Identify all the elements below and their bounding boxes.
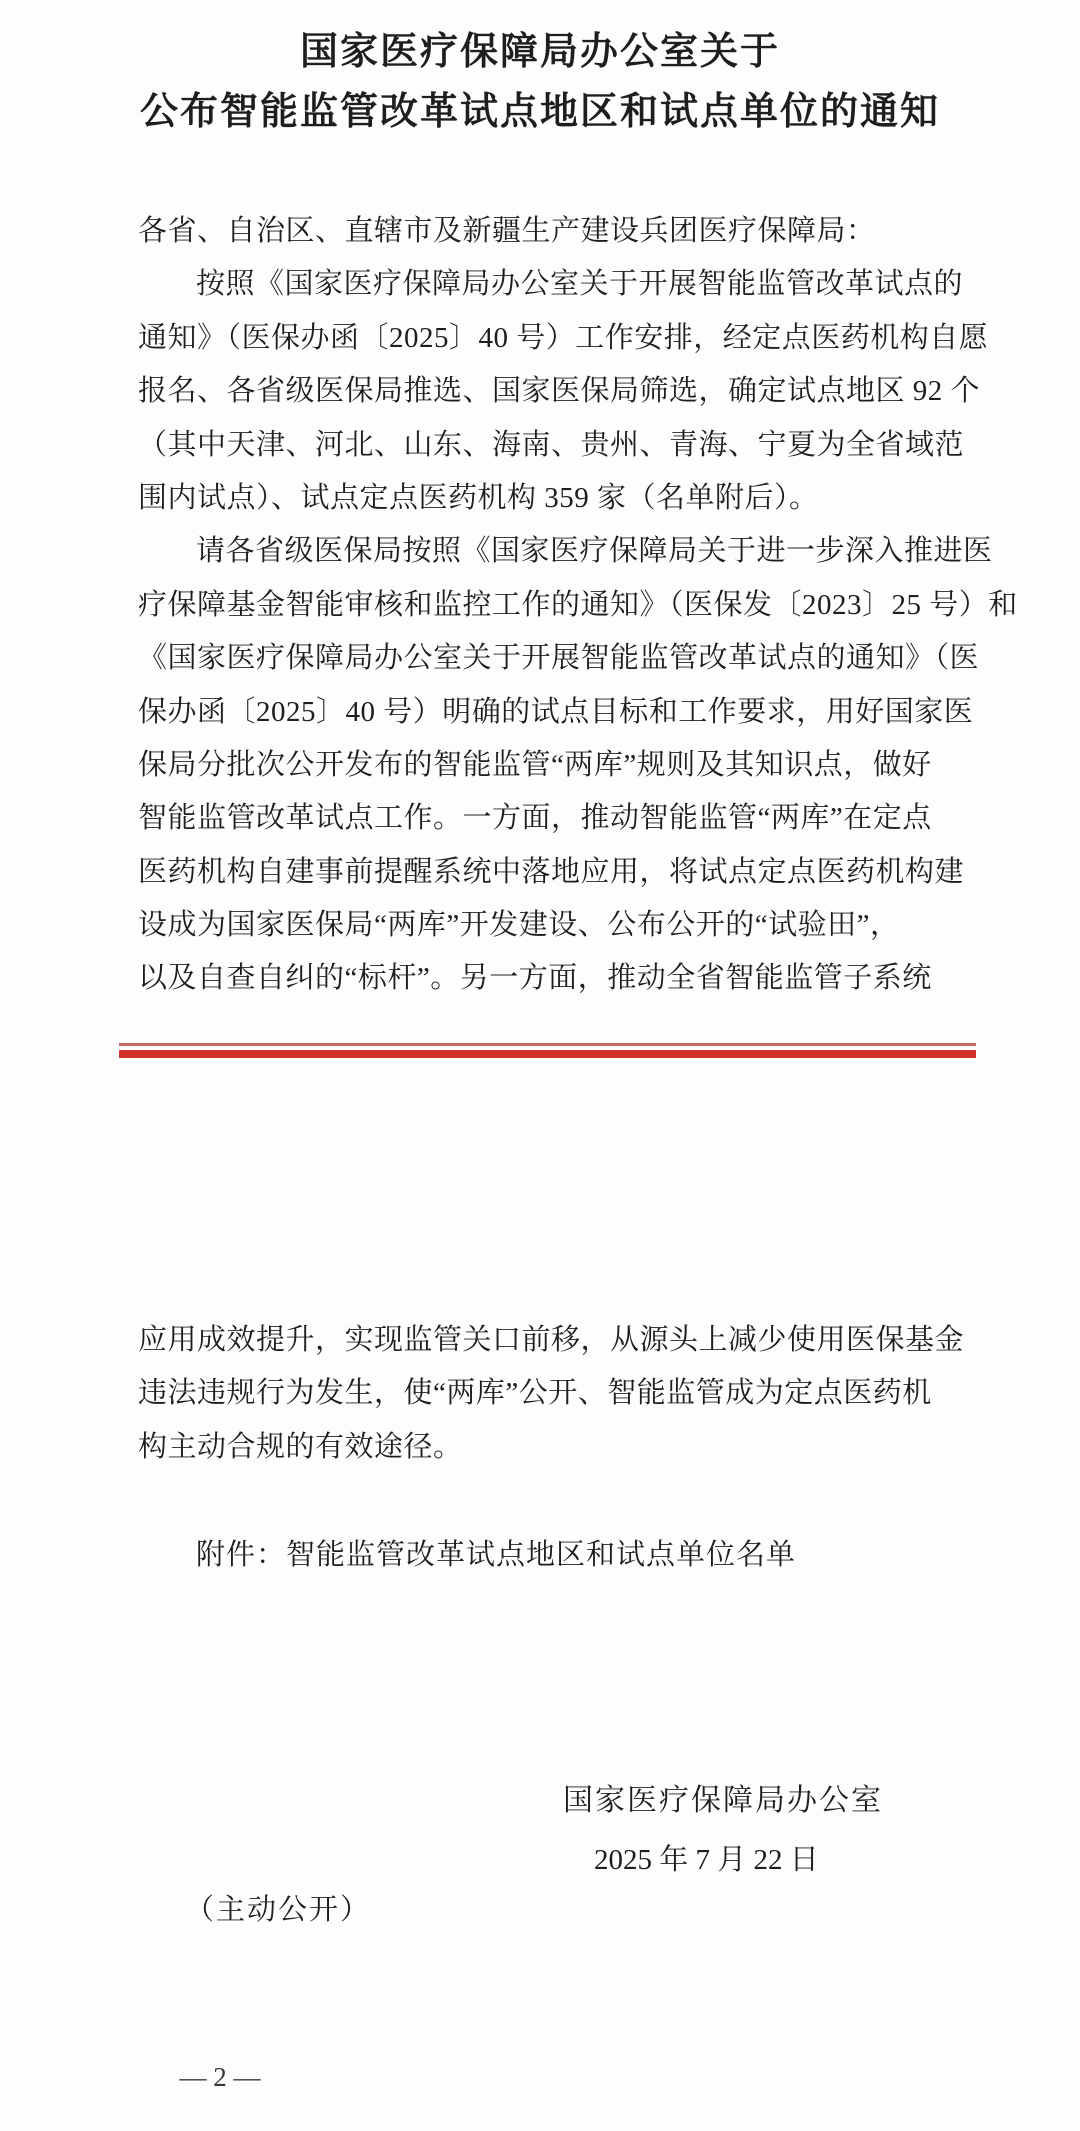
title-line-2: 公布智能监管改革试点地区和试点单位的通知 (139, 91, 940, 133)
body-line: 医药机构自建事前提醒系统中落地应用，将试点定点医药机构建 (138, 855, 965, 888)
signature-organization: 国家医疗保障局办公室 (563, 1784, 883, 1817)
red-separator-thin-line (119, 1043, 976, 1046)
body-line: 疗保障基金智能审核和监控工作的通知》（医保发〔2023〕25 号）和 (138, 588, 1018, 621)
document-title (0, 22, 1080, 142)
body-line: 围内试点）、试点定点医药机构 359 家（名单附后）。 (138, 481, 819, 514)
disclosure-note: （主动公开） (185, 1894, 372, 1926)
body-paragraphs-top (138, 205, 1018, 1006)
body-line: 《国家医疗保障局办公室关于开展智能监管改革试点的通知》（医 (138, 642, 980, 675)
body-line: 按照《国家医疗保障局办公室关于开展智能监管改革试点的 (196, 268, 964, 301)
body-line: 保局分批次公开发布的智能监管“两库”规则及其知识点，做好 (138, 748, 932, 781)
body-paragraphs-bottom (138, 1314, 965, 1474)
body-line: 设成为国家医保局“两库”开发建设、公布公开的“试验田”， (138, 909, 900, 942)
body-line: 违法违规行为发生，使“两库”公开、智能监管成为定点医药机 (138, 1377, 932, 1410)
red-separator-thick-line (119, 1050, 976, 1058)
body-line: （其中天津、河北、山东、海南、贵州、青海、宁夏为全省域范 (138, 428, 965, 461)
title-line-1: 国家医疗保障局办公室关于 (299, 31, 780, 73)
body-line: 构主动合规的有效途径。 (138, 1430, 463, 1463)
body-line: 应用成效提升，实现监管关口前移，从源头上减少使用医保基金 (138, 1324, 965, 1356)
page-number: — 2 — (179, 2062, 261, 2092)
body-line: 报名、各省级医保局推选、国家医保局筛选，确定试点地区 92 个 (138, 375, 981, 408)
body-line: 通知》（医保办函〔2025〕40 号）工作安排，经定点医药机构自愿 (138, 321, 989, 354)
salutation-line: 各省、自治区、直辖市及新疆生产建设兵团医疗保障局： (138, 215, 876, 247)
body-line: 保办函〔2025〕40 号）明确的试点目标和工作要求，用好国家医 (138, 695, 974, 728)
body-line: 智能监管改革试点工作。一方面，推动智能监管“两库”在定点 (138, 802, 932, 835)
body-line: 请各省级医保局按照《国家医疗保障局关于进一步深入推进医 (196, 535, 993, 568)
body-line: 以及自查自纠的“标杆”。另一方面，推动全省智能监管子系统 (138, 962, 932, 995)
attachment-line: 附件：智能监管改革试点地区和试点单位名单 (196, 1539, 797, 1571)
signature-date: 2025 年 7 月 22 日 (594, 1844, 819, 1876)
